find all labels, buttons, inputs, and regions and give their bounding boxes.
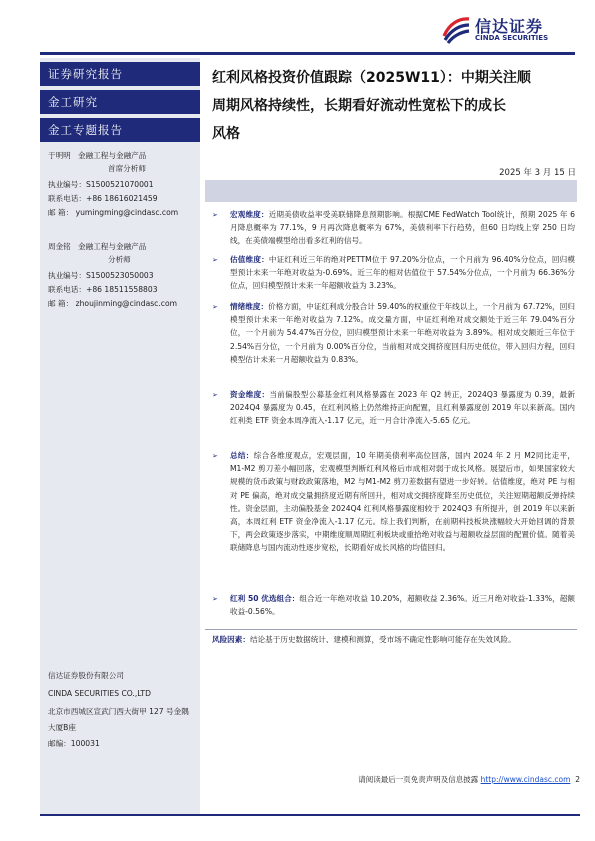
- section-fund-text: 当前偏股型公募基金红利风格暴露在 2023 年 Q2 转正，2024Q3 暴露度为 0.39，最新 2024Q4 暴露度为 0.45，在红利风格上仍然维持正向配置，且红利暴露度创 2019 年以来新高。国内红利类 ETF 资金本周净流入-1.17 亿元，近一月合计净流入-5.65 亿元。: [230, 390, 576, 426]
- analyst1-name: 于明明: [48, 151, 71, 160]
- bullet-arrow-icon: ➢: [212, 595, 218, 603]
- page-number: 2: [575, 775, 580, 784]
- analyst1-phone: 联系电话：+86 18616021459: [48, 194, 158, 203]
- risk-key: 风险因素：: [212, 635, 250, 644]
- bullet-arrow-icon: ➢: [212, 303, 218, 311]
- summary-header-band: [205, 180, 577, 202]
- analyst2-phone: 联系电话：+86 18511558803: [48, 285, 158, 294]
- section-portfolio-text: 组合近一年绝对收益 10.20%，超额收益 2.36%。近三月绝对收益-1.33%，超额收益-0.56%。: [230, 594, 575, 617]
- risk-text: 结论基于历史数据统计、建模和测算，受市场不确定性影响可能存在失效风险。: [249, 635, 516, 644]
- section-portfolio-key: 红利 50 优选组合：: [230, 594, 300, 603]
- section-valuation-text: 中证红利近三年的绝对PETTM位于 97.20%分位点，一个月前为 96.40%分位点，回归模型预计未来一年绝对收益为-0.69%。近三年的相对估值位于 57.54%分位点，一个月前为 66.36%分位点，回归模型预计未来一年超额收益为 3.23%。: [230, 255, 575, 291]
- section-summary: [230, 449, 575, 555]
- cinda-logo: [441, 14, 581, 46]
- section-valuation-key: 估值维度：: [230, 255, 269, 264]
- company-zip: 邮编：100031: [48, 739, 100, 748]
- company-name-en: CINDA SECURITIES CO.,LTD: [48, 689, 151, 698]
- risk-factors: [212, 633, 577, 646]
- analyst2-name-title: [48, 241, 146, 252]
- logo-text-cn: 信达证券: [475, 17, 544, 36]
- analyst2-cert: 执业编号：S1500523050003: [48, 271, 154, 280]
- bullet-arrow-icon: ➢: [212, 256, 218, 264]
- report-title-line2: 周期风格持续性，长期看好流动性宽松下的成长: [212, 98, 506, 114]
- analyst1-name-title: [48, 150, 146, 161]
- report-title-line3: 风格: [212, 126, 240, 142]
- section-portfolio: [230, 592, 575, 618]
- company-address-line2: 大厦B座: [48, 723, 76, 732]
- page-footer: [330, 774, 580, 785]
- analyst1-email[interactable]: yumingming@cindasc.com: [75, 208, 179, 217]
- sidebar-band-research: 金工研究: [40, 90, 200, 114]
- bullet-arrow-icon: ➢: [212, 211, 218, 219]
- bullet-arrow-icon: ➢: [212, 452, 218, 460]
- analyst2-role: 分析师: [108, 255, 131, 264]
- analyst2-email-label: 邮 箱：: [48, 299, 74, 308]
- analyst1-cert: 执业编号：S1500521070001: [48, 180, 154, 189]
- header-rule: [40, 52, 575, 55]
- analyst2-title: 金融工程与金融产品: [78, 242, 147, 251]
- section-macro-text: 近期美债收益率受美联储降息预期影响。根据CME FedWatch Tool统计，预期 2025 年 6 月降息概率为 77.1%，9 月再次降息概率为 67%，美债利率下行趋势，但60 日均线上穿 250 日均线，在美债端模型给出看多红利的信号。: [230, 210, 576, 246]
- section-sentiment-key: 情绪维度：: [230, 302, 269, 311]
- company-address-line1: 北京市西城区宣武门西大街甲 127 号金隅: [48, 707, 189, 716]
- analyst1-email-label: 邮 箱：: [48, 208, 74, 217]
- report-title: [212, 64, 582, 148]
- section-fund: [230, 388, 575, 428]
- analyst1-email-row: [48, 207, 178, 218]
- company-name-cn: 信达证券股份有限公司: [48, 671, 124, 680]
- report-date: 2025 年 3 月 15 日: [499, 168, 576, 178]
- logo-text-en: CINDA SECURITIES: [475, 34, 549, 42]
- section-macro: [230, 208, 575, 248]
- section-valuation: [230, 253, 575, 293]
- analyst1-title: 金融工程与金融产品: [78, 151, 147, 160]
- analyst1-role: 首席分析师: [108, 164, 146, 173]
- analyst2-email[interactable]: zhoujinming@cindasc.com: [75, 299, 177, 308]
- footer-link[interactable]: http://www.cindasc.com: [480, 775, 571, 784]
- footer-disclaimer: 请阅读最后一页免责声明及信息披露: [358, 775, 481, 784]
- risk-divider: [205, 629, 577, 630]
- sidebar-band-topic: 金工专题报告: [40, 118, 200, 142]
- report-title-line1: 红利风格投资价值跟踪（2025W11）：中期关注顺: [212, 70, 531, 86]
- cinda-logo-icon: [441, 14, 471, 44]
- section-summary-text: 综合各维度观点，宏观层面，10 年期美债利率高位回落，国内 2024 年 2 月 M2同比走平，M1-M2 剪刀差小幅回落，宏观模型判断红利风格后市成相对弱于成长风格。展望后市，如果国家较大规模的货币政策与财政政策落地，M2 与M1-M2 剪刀差数据有望进一步好转。估值维度，绝对 PE 与相对 PE 偏高，绝对成交量拥挤度近期有所回升，相对成交拥挤度降至历史低位，关注短期超额反弹持续性。资金层面，主动偏股基金 2024Q4 红利风格暴露度相较于 2024Q3 有所提升，创 2019 年以来新高，本周红利 ETF 资金净流入-1.17 亿元。综上我们判断，在前期科技板块涨幅较大开始回调的背景下，两会政策逐步落实，中期维度顺周期红利板块或重拾绝对收益与超额收益层面的配置价值。随着美联储降息与国内流动性逐步宽松，长期看好成长风格的均值回归。: [230, 451, 576, 553]
- analyst2-email-row: [48, 298, 177, 309]
- section-sentiment: [230, 300, 575, 366]
- bullet-arrow-icon: ➢: [212, 391, 218, 399]
- analyst2-name: 周金铭: [48, 242, 71, 251]
- section-summary-key: 总结：: [230, 451, 254, 460]
- sidebar: [40, 58, 200, 814]
- sidebar-band-report-type: 证券研究报告: [40, 62, 200, 86]
- section-macro-key: 宏观维度：: [230, 210, 269, 219]
- section-fund-key: 资金维度：: [230, 390, 270, 399]
- section-sentiment-text: 价格方面，中证红利成分股合计 59.40%的权重位于年线以上，一个月前为 67.72%，回归模型预计未来一年绝对收益为 7.12%。成交量方面，中证红利绝对成交额处于近三年 79.04%百分位，一个月前为 54.47%百分位，回归模型预计未来一年绝对收益为 3.89%。相对成交额近三年位于 2.54%百分位，一个月前为 0.00%百分位，当前相对成交拥挤度回归历史低位，带入回归方程，回归模型估计未来一月超额收益为 0.83%。: [230, 302, 576, 364]
- footer-rule: [40, 814, 580, 816]
